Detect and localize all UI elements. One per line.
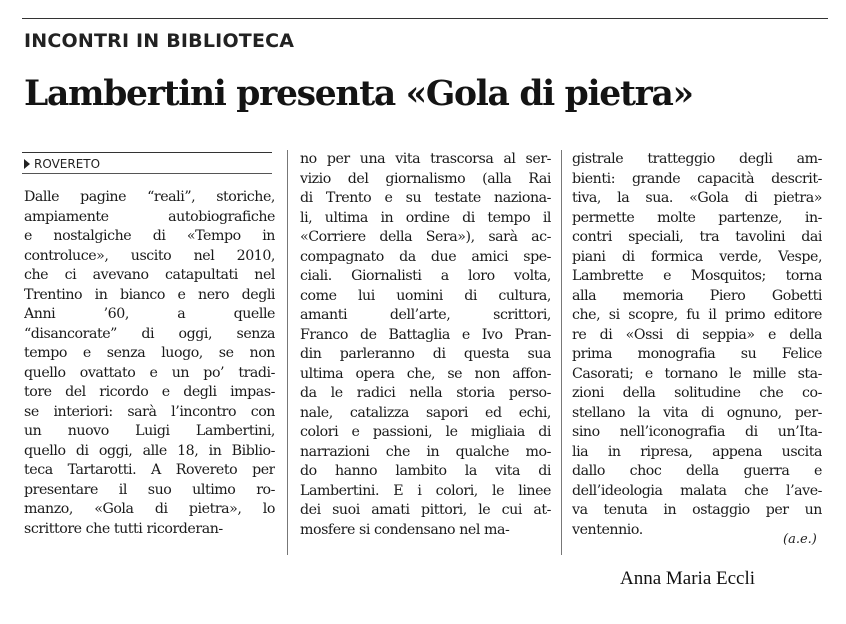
dateline: [24, 157, 100, 171]
article-line: Lambertini. E i colori, le linee: [300, 482, 551, 499]
article-line: ventennio.: [572, 521, 643, 538]
article-line: no per una vita trascorsa al ser-: [300, 151, 551, 167]
article-line: re di «Ossi di seppia» e della: [572, 326, 822, 343]
article-column-1: [24, 188, 275, 539]
article-line: “disancorate” di oggi, senza: [24, 325, 275, 342]
byline-initials: (a.e.): [783, 532, 817, 547]
article-line: Lambrette e Mosquitos; torna: [572, 268, 822, 284]
article-line: dell’ideologia malata che l’ave-: [572, 482, 822, 499]
article-line: din parleranno di questa sua: [300, 346, 551, 362]
article-line: e nostalgiche di «Tempo in: [24, 228, 275, 244]
article-line: va tenuta in ostaggio per un: [572, 502, 822, 518]
section-kicker: INCONTRI IN BIBLIOTECA: [24, 30, 295, 52]
article-line: gistrale tratteggio degli am-: [572, 151, 822, 167]
article-line: Dalle pagine “reali”, storiche,: [24, 189, 275, 205]
article-line: quello di oggi, alle 18, in Biblio-: [24, 442, 275, 459]
article-line: Casorati; e tornano le mille sta-: [572, 365, 822, 382]
article-line: permette molte partenze, in-: [572, 209, 822, 226]
article-line: do hanno lambito la vita di: [300, 463, 551, 479]
article-line: alla memoria Piero Gobetti: [572, 287, 822, 304]
article-line: li, ultima in ordine di tempo il: [300, 209, 551, 226]
dateline-arrow-icon: [24, 159, 30, 169]
dateline-text: ROVERETO: [34, 157, 101, 171]
article-line: che ci avevano catapultati nel: [24, 267, 275, 283]
article-line: Trentino in bianco e nero degli: [24, 286, 275, 303]
article-line: quello ovattato e un po’ tradi-: [24, 364, 275, 381]
article-line: bienti: grande capacità descrit-: [572, 170, 822, 187]
dateline-top-rule: [22, 152, 272, 153]
article-line: dallo choc della guerra e: [572, 463, 822, 479]
article-line: «Corriere della Sera»), sarà ac-: [300, 229, 551, 245]
article-line: controluce», uscito nel 2010,: [24, 247, 275, 264]
article-line: se interiori: sarà l’incontro con: [24, 403, 275, 420]
article-line: sino nell’iconografia di un’Ita-: [572, 424, 822, 440]
article-line: Franco de Battaglia e Ivo Pran-: [300, 326, 551, 343]
article-line: di Trento e su testate naziona-: [300, 190, 551, 206]
article-line: contri speciali, tra tavolini dai: [572, 229, 822, 245]
article-line: lia in ripresa, appena uscita: [572, 443, 822, 460]
article-line: colori e passioni, le migliaia di: [300, 424, 551, 440]
article-line: narrazioni che in qualche mo-: [300, 443, 551, 460]
article-line: tempo e senza luogo, se non: [24, 345, 275, 361]
article-line: prima monografia su Felice: [572, 346, 822, 362]
article-line: nale, catalizza sapori ed echi,: [300, 404, 551, 421]
article-line: ampiamente autobiografiche: [24, 208, 275, 225]
column-divider-2: [561, 150, 562, 555]
article-line: teca Tartarotti. A Rovereto per: [24, 462, 275, 478]
article-line: ultima opera che, se non affon-: [300, 365, 551, 382]
article-line: piani di formica verde, Vespe,: [572, 248, 822, 265]
article-line: un nuovo Luigi Lambertini,: [24, 423, 275, 439]
article-column-3: [572, 150, 822, 540]
article-line: amanti dell’arte, scrittori,: [300, 307, 551, 323]
article-line: ciali. Giornalisti a loro volta,: [300, 268, 551, 284]
article-line: compagnato da due amici spe-: [300, 248, 551, 265]
article-line: presentare il suo ultimo ro-: [24, 481, 275, 498]
top-rule: [22, 18, 828, 19]
article-line: zioni della solitudine che co-: [572, 385, 822, 401]
headline: Lambertini presenta «Gola di pietra»: [24, 74, 693, 114]
article-line: Anni ’60, a quelle: [24, 306, 275, 322]
article-line: dei suoi amati pittori, le cui at-: [300, 502, 551, 518]
article-line: tiva, la sua. «Gola di pietra»: [572, 190, 822, 206]
article-line: da le radici nella storia perso-: [300, 385, 551, 401]
article-line: vizio del giornalismo (alla Rai: [300, 170, 551, 187]
article-line: stellano la vita di ognuno, per-: [572, 404, 822, 421]
article-line: tore del ricordo e degli impas-: [24, 384, 275, 400]
column-divider-1: [287, 150, 288, 555]
article-column-2: [300, 150, 551, 540]
article-line: scrittore che tutti ricorderan-: [24, 520, 223, 537]
article-line: che, si scopre, fu il primo editore: [572, 307, 822, 323]
author-name: Anna Maria Eccli: [620, 568, 756, 589]
article-line: mosfere si condensano nel ma-: [300, 521, 510, 538]
article-line: manzo, «Gola di pietra», lo: [24, 501, 275, 517]
article-line: come lui uomini di cultura,: [300, 287, 551, 304]
dateline-bottom-rule: [22, 173, 272, 174]
